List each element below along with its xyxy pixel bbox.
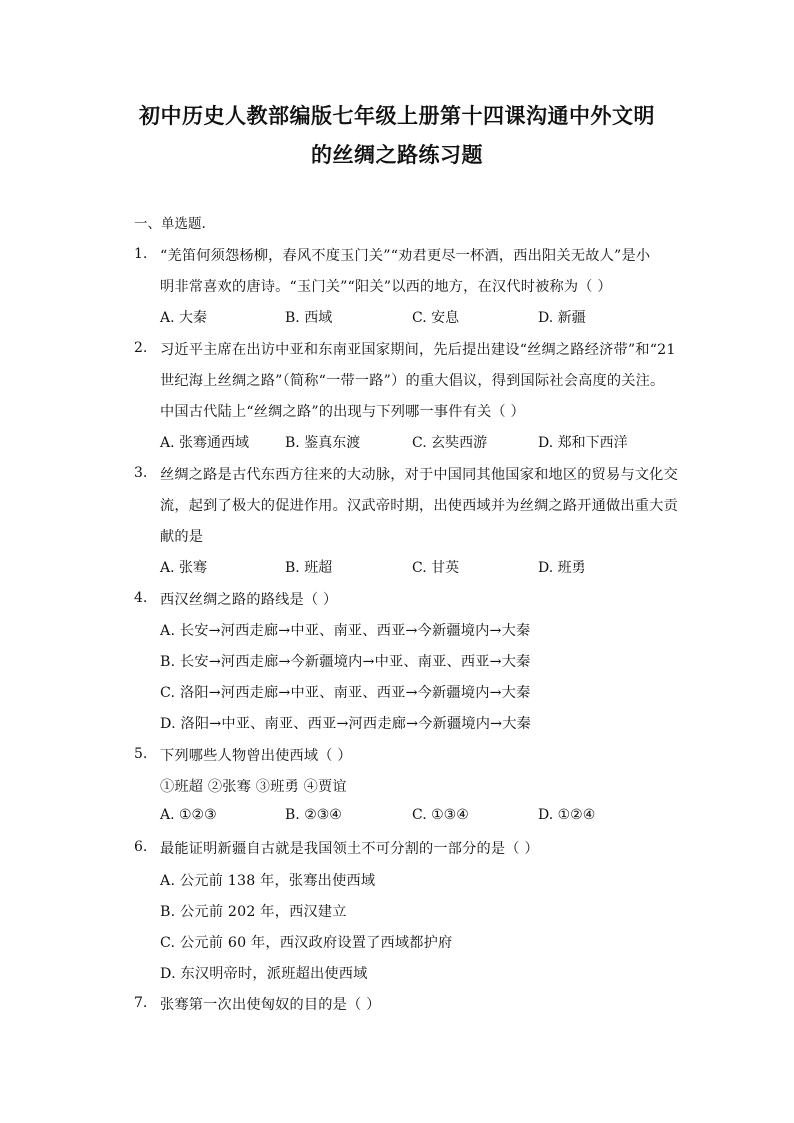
option-d: D. 洛阳→中亚、南亚、西亚→河西走廊→今新疆境内→大秦 bbox=[160, 716, 531, 732]
question-text: 世纪海上丝绸之路”（简称“一带一路”）的重大倡议，得到国际社会高度的关注。 bbox=[160, 373, 665, 389]
option-b: B. ②③④ bbox=[285, 807, 342, 823]
option-c: C. 甘英 bbox=[412, 560, 460, 576]
question-text: 西汉丝绸之路的路线是（ ） bbox=[160, 592, 338, 608]
options-row bbox=[160, 432, 640, 452]
question-text: 丝绸之路是古代东西方往来的大动脉，对于中国同其他国家和地区的贸易与文化交 bbox=[160, 467, 678, 483]
question-text: 最能证明新疆自古就是我国领土不可分割的一部分的是（ ） bbox=[160, 841, 539, 857]
question-text: 习近平主席在出访中亚和东南亚国家期间，先后提出建设“丝绸之路经济带”和“21 bbox=[160, 342, 676, 358]
option-a: A. ①②③ bbox=[160, 807, 217, 823]
option-b: B. 鉴真东渡 bbox=[285, 435, 361, 451]
section-heading: 一、单选题. bbox=[134, 216, 206, 232]
option-d: D. ①②④ bbox=[538, 807, 596, 823]
option-a: A. 大秦 bbox=[160, 310, 208, 326]
question-number: 7. bbox=[134, 995, 148, 1011]
question-text: 流，起到了极大的促进作用。汉武帝时期，出使西域并为丝绸之路开通做出重大贡 bbox=[160, 498, 678, 514]
option-d: D. 新疆 bbox=[538, 310, 586, 326]
question-number: 5. bbox=[134, 746, 148, 762]
option-d: D. 班勇 bbox=[538, 560, 586, 576]
option-c: C. 洛阳→河西走廊→中亚、南亚、西亚→今新疆境内→大秦 bbox=[160, 685, 531, 701]
options-row bbox=[160, 807, 640, 827]
option-a: A. 张骞 bbox=[160, 560, 208, 576]
option-c: C. 安息 bbox=[412, 310, 460, 326]
question-number: 4. bbox=[134, 590, 148, 606]
question-number: 3. bbox=[134, 465, 148, 481]
question-text: “羌笛何须怨杨柳，春风不度玉门关”“劝君更尽一杯酒，西出阳关无故人”是小 bbox=[160, 248, 651, 264]
option-c: C. 公元前 60 年，西汉政府设置了西域都护府 bbox=[160, 935, 453, 951]
options-row bbox=[160, 307, 640, 327]
option-c: C. ①③④ bbox=[412, 807, 469, 823]
option-c: C. 玄奘西游 bbox=[412, 435, 488, 451]
option-a: A. 公元前 138 年，张骞出使西域 bbox=[160, 873, 376, 889]
question-number: 6. bbox=[134, 839, 148, 855]
document-title-line-1: 初中历史人教部编版七年级上册第十四课沟通中外文明 bbox=[139, 103, 655, 128]
option-d: D. 东汉明帝时，派班超出使西域 bbox=[160, 966, 368, 982]
option-b: B. 西域 bbox=[285, 310, 333, 326]
option-a: A. 长安→河西走廊→中亚、南亚、西亚→今新疆境内→大秦 bbox=[160, 623, 531, 639]
question-number: 1. bbox=[134, 246, 148, 262]
option-d: D. 郑和下西洋 bbox=[538, 435, 628, 451]
option-b: B. 班超 bbox=[285, 560, 333, 576]
document-title-line-2: 的丝绸之路练习题 bbox=[311, 142, 483, 167]
options-row bbox=[160, 557, 640, 577]
question-text: 下列哪些人物曾出使西域（ ） bbox=[160, 748, 352, 764]
question-text: 明非常喜欢的唐诗。“玉门关”“阳关”以西的地方，在汉代时被称为（ ） bbox=[160, 279, 612, 295]
question-number: 2. bbox=[134, 340, 148, 356]
option-a: A. 张骞通西域 bbox=[160, 435, 250, 451]
option-b: B. 公元前 202 年，西汉建立 bbox=[160, 904, 347, 920]
option-b: B. 长安→河西走廊→今新疆境内→中亚、南亚、西亚→大秦 bbox=[160, 654, 531, 670]
question-text: ①班超 ②张骞 ③班勇 ④贾谊 bbox=[160, 779, 347, 795]
question-text: 献的是 bbox=[160, 529, 204, 545]
question-text: 中国古代陆上“丝绸之路”的出现与下列哪一事件有关（ ） bbox=[160, 404, 525, 420]
question-text: 张骞第一次出使匈奴的目的是（ ） bbox=[160, 997, 381, 1013]
